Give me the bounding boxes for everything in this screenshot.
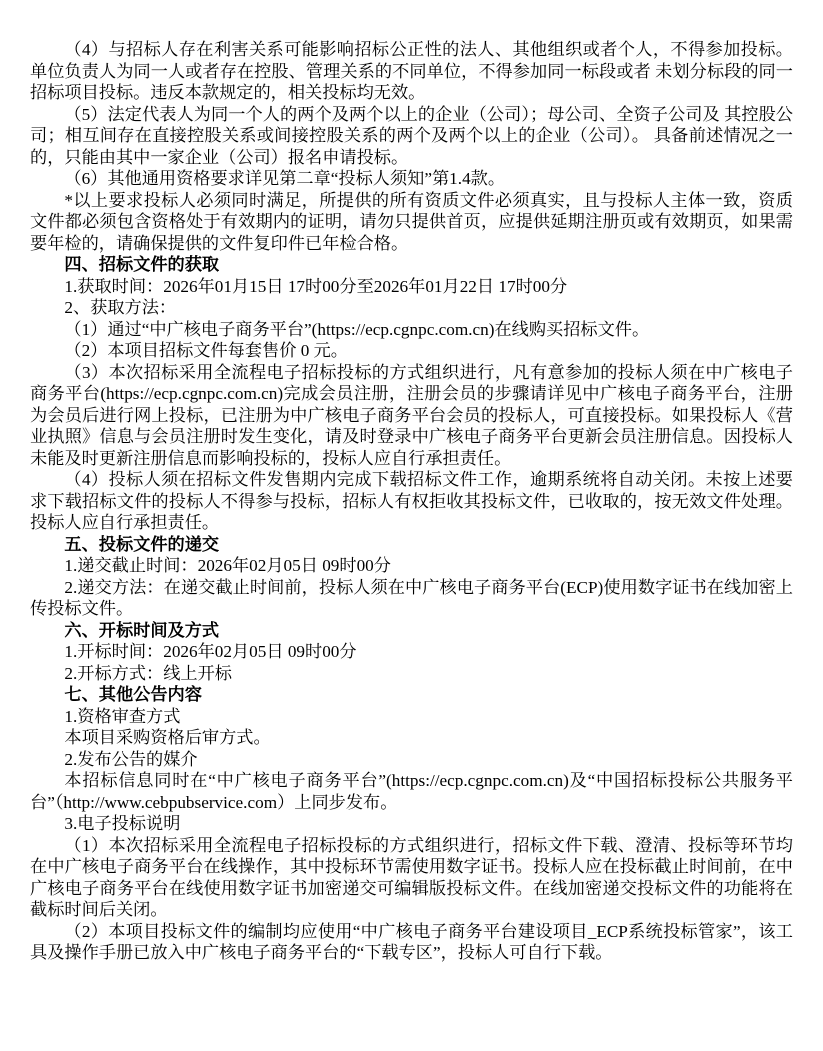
paragraph: *以上要求投标人必须同时满足，所提供的所有资质文件必须真实，且与投标人主体一致，资质文件都必须包含资格处于有效期内的证明，请勿只提供首页，应提供延期注册页或有效期页，如果需要年检的，请确保提供的文件复印件已年检合格。: [30, 190, 793, 253]
paragraph: （4）与招标人存在利害关系可能影响招标公正性的法人、其他组织或者个人，不得参加投标。单位负责人为同一人或者存在控股、管理关系的不同单位，不得参加同一标段或者 未划分标段的同一招标项目投标。违反本款规定的，相关投标均无效。: [30, 40, 793, 102]
paragraph: （6）其他通用资格要求详见第二章“投标人须知”第1.4款。: [64, 169, 506, 188]
paragraph: 1.递交截止时间：2026年02月05日 09时00分: [64, 556, 391, 575]
document-body: [30, 39, 793, 964]
paragraph: 2、获取方法：: [64, 298, 177, 317]
paragraph: 2.递交方法：在递交截止时间前，投标人须在中广核电子商务平台(ECP)使用数字证书在线加密上传投标文件。: [30, 577, 793, 618]
paragraph: （2）本项目投标文件的编制均应使用“中广核电子商务平台建设项目_ECP系统投标管家”，该工具及操作手册已放入中广核电子商务平台的“下载专区”，投标人可自行下载。: [30, 921, 793, 962]
paragraph: 1.资格审查方式: [64, 706, 181, 726]
paragraph: （4）投标人须在招标文件发售期内完成下载招标文件工作，逾期系统将自动关闭。未按上述要求下载招标文件的投标人不得参与投标，招标人有权拒收其投标文件，已收取的，按无效文件处理。投标人应自行承担责任。: [30, 470, 793, 532]
section-heading: 七、其他公告内容: [64, 685, 202, 704]
paragraph: 2.开标方式：线上开标: [64, 663, 232, 683]
paragraph: （5）法定代表人为同一个人的两个及两个以上的企业（公司）；母公司、全资子公司及 其控股公司；相互间存在直接控股关系或间接控股关系的两个及两个以上的企业（公司）。 具备前述情况之一的，只能由其中一家企业（公司）报名申请投标。: [30, 104, 793, 167]
paragraph: 1.开标时间：2026年02月05日 09时00分: [64, 642, 357, 661]
section-heading: 五、投标文件的递交: [64, 534, 220, 554]
paragraph: （3）本次招标采用全流程电子招标投标的方式组织进行，凡有意参加的投标人须在中广核电子商务平台(https://ecp.cgnpc.com.cn)完成会员注册，注册会员的步骤请详见中广核电子商务平台，注册为会员后进行网上投标，已注册为中广核电子商务平台会员的投标人，可直接投标。如果投标人《营业执照》信息与会员注册时发生变化，请及时登录中广核电子商务平台更新会员注册信息。因投标人未能及时更新注册信息而影响投标的，投标人应自行承担责任。: [30, 362, 793, 468]
paragraph: （1）通过“中广核电子商务平台”(https://ecp.cgnpc.com.cn)在线购买招标文件。: [64, 319, 650, 339]
paragraph: （1）本次招标采用全流程电子招标投标的方式组织进行，招标文件下载、澄清、投标等环节均在中广核电子商务平台在线操作，其中投标环节需使用数字证书。投标人应在投标截止时间前，在中广核电子商务平台在线使用数字证书加密递交可编辑版投标文件。在线加密递交投标文件的功能将在截标时间后关闭。: [30, 835, 793, 919]
paragraph: （2）本项目招标文件每套售价 0 元。: [64, 341, 348, 360]
paragraph: 3.电子投标说明: [64, 814, 181, 833]
paragraph: 1.获取时间：2026年01月15日 17时00分至2026年01月22日 17时00分: [64, 276, 568, 296]
paragraph: 2.发布公告的媒介: [64, 749, 198, 769]
section-heading: 四、招标文件的获取: [64, 255, 220, 274]
paragraph: 本招标信息同时在“中广核电子商务平台”(https://ecp.cgnpc.com.cn)及“中国招标投标公共服务平台”（http://www.cebpubservice.com）上同步发布。: [30, 771, 793, 812]
paragraph: 本项目采购资格后审方式。: [64, 728, 271, 747]
section-heading: 六、开标时间及方式: [64, 620, 220, 640]
